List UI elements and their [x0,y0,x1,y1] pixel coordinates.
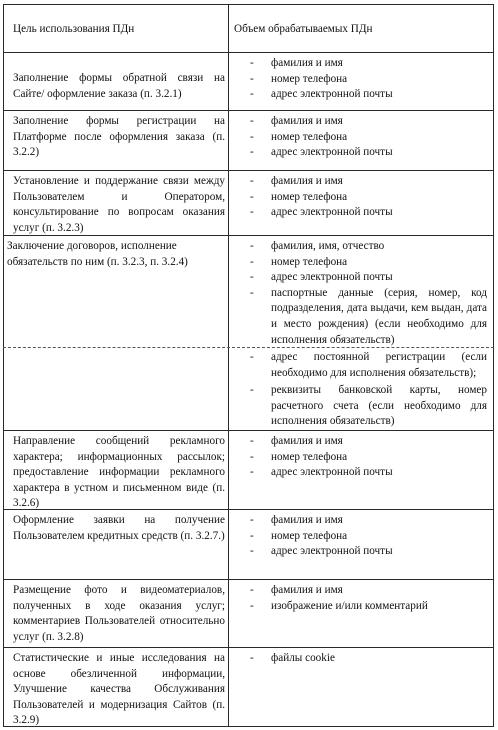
volume-list [250,174,487,221]
volume-list [250,350,487,430]
list-item: - реквизиты банковской карты, номер расчетного счета (если необходимо для исполнения обязательств) [250,384,487,428]
list-item: - фамилия и имя [250,115,343,127]
volume-list [250,114,487,161]
row-divider [3,52,494,53]
list-item: - фамилия и имя [250,514,343,526]
row-divider [3,430,494,431]
list-item: - адрес электронной почты [250,545,393,558]
list-item: - номер телефона [250,255,348,268]
list-item: - номер телефона [250,450,348,463]
row-divider [3,4,494,5]
list-item: - номер телефона [250,529,348,542]
purpose-cell: Заполнение формы обратной связи на Сайте/ оформление заказа (п. 3.2.1) [13,72,225,100]
list-item: - номер телефона [250,130,348,143]
row-divider [3,647,494,648]
list-item: - адрес электронной почты [250,206,393,219]
pdn-table [3,4,494,727]
volume-list [250,434,487,481]
list-item: - изображение и/или комментарий [250,599,428,612]
list-item: - адрес электронной почты [250,466,393,479]
list-item: - номер телефона [250,72,348,85]
table-border-left [3,4,4,727]
list-item: - адрес электронной почты [250,146,393,159]
header-purpose: Цель использования ПДн [13,23,135,35]
list-item: - номер телефона [250,190,348,203]
list-item: - фамилия и имя [250,584,343,596]
purpose-cell: Заполнение формы регистрации на Платформе после оформления заказа (п. 3.2.2) [13,115,225,159]
purpose-cell: Установление и поддержание связи между Пользователем и Оператором, консультирование по вопросам оказания услуг (п. 3.2.3) [13,175,225,234]
list-item: - файлы cookie [250,652,335,664]
header-volume: Объем обрабатываемых ПДн [234,23,373,35]
volume-list [250,651,487,667]
purpose-cell: Заключение договоров, исполнение обязательств по ним (п. 3.2.3, п. 3.2.4) [7,240,188,268]
list-item: - фамилия и имя [250,435,343,447]
purpose-cell: Направление сообщений рекламного характера; информационных рассылок; предоставление информации рекламного характера в устном и письменном виде (п. 3.2.6) [13,435,225,510]
purpose-cell: Статистические и иные исследования на основе обезличенной информации, Улучшение качества Обслуживания Пользователей и модернизация Сайтов (п. 3.2.9) [13,652,225,727]
row-divider [3,579,494,580]
list-item: - фамилия и имя [250,57,343,69]
list-item: - фамилия, имя, отчество [250,240,385,252]
list-item: - паспортные данные (серия, номер, код подразделения, дата выдачи, кем выдан, дата и место рождения) (если необходимо для исполнения обязательств) [250,286,487,346]
volume-list [250,583,487,614]
volume-list [250,56,487,103]
column-divider [228,4,229,727]
list-item: - адрес электронной почты [250,271,393,284]
purpose-cell: Оформление заявки на получение Пользователем кредитных средств (п. 3.2.7.) [13,514,225,542]
volume-list [250,239,487,348]
table-border-right [493,4,494,727]
row-divider [3,170,494,171]
row-divider [3,110,494,111]
list-item: - адрес электронной почты [250,88,393,101]
list-item: - фамилия и имя [250,175,343,187]
list-item: - адрес постоянной регистрации (если необходимо для исполнения обязательств); [250,351,487,379]
purpose-cell: Размещение фото и видеоматериалов, полученных в ходе оказания услуг; комментариев Пользователей относительно услуг (п. 3.2.8) [13,584,225,643]
volume-list [250,513,487,560]
